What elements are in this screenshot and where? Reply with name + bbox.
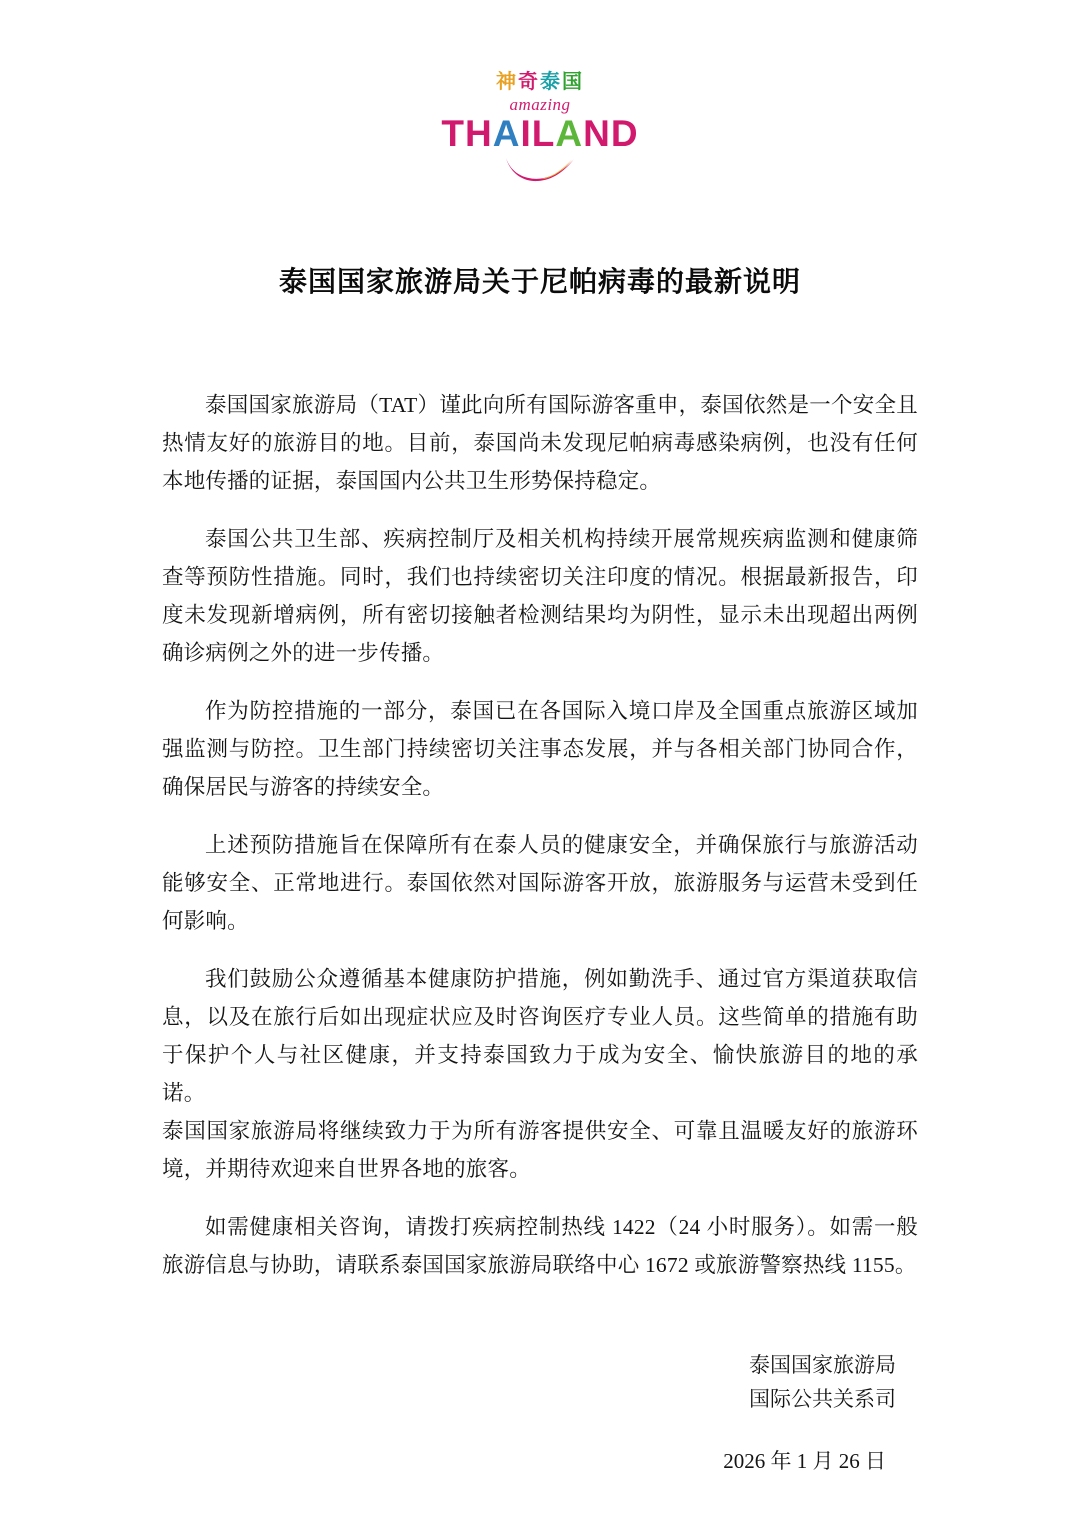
paragraph-hotlines: 如需健康相关咨询，请拨打疾病控制热线 1422（24 小时服务）。如需一般旅游信息与协助，请联系泰国国家旅游局联络中心 1672 或旅游警察热线 1155。: [162, 1214, 918, 1277]
paragraph: 上述预防措施旨在保障所有在泰人员的健康安全，并确保旅行与旅游活动能够安全、正常地进行。泰国依然对国际游客开放，旅游服务与运营未受到任何影响。: [162, 832, 918, 933]
signature-department: 国际公共关系司: [749, 1386, 896, 1411]
paragraph: 我们鼓励公众遵循基本健康防护措施，例如勤洗手、通过官方渠道获取信息，以及在旅行后如出现症状应及时咨询医疗专业人员。这些简单的措施有助于保护个人与社区健康，并支持泰国致力于成为安全、愉快旅游目的地的承诺。: [162, 966, 918, 1105]
paragraph: 作为防控措施的一部分，泰国已在各国际入境口岸及全国重点旅游区域加强监测与防控。卫生部门持续密切关注事态发展，并与各相关部门协同合作，确保居民与游客的持续安全。: [162, 698, 918, 799]
paragraph: 泰国国家旅游局（TAT）谨此向所有国际游客重申，泰国依然是一个安全且热情友好的旅游目的地。目前，泰国尚未发现尼帕病毒感染病例，也没有任何本地传播的证据，泰国国内公共卫生形势保持稳定。: [162, 392, 918, 493]
amazing-thailand-logo: [0, 0, 1080, 182]
paragraph: 泰国公共卫生部、疾病控制厅及相关机构持续开展常规疾病监测和健康筛查等预防性措施。同时，我们也持续密切关注印度的情况。根据最新报告，印度未发现新增病例，所有密切接触者检测结果均为阴性，显示未出现超出两例确诊病例之外的进一步传播。: [162, 526, 918, 665]
signature-date: 2026 年 1 月 26 日: [723, 1448, 886, 1473]
logo-amazing-text: amazing: [509, 95, 571, 114]
logo-swoosh-icon: [502, 156, 578, 182]
logo-thai-script: 神奇泰国: [496, 71, 584, 93]
page-title: 泰国国家旅游局关于尼帕病毒的最新说明: [278, 266, 801, 298]
logo-thailand-text: THAILAND: [441, 113, 639, 154]
paragraph: 泰国国家旅游局将继续致力于为所有游客提供安全、可靠且温暖友好的旅游环境，并期待欢迎来自世界各地的旅客。: [162, 1118, 918, 1181]
signature-organization: 泰国国家旅游局: [749, 1352, 896, 1377]
signature-block: [162, 1304, 918, 1478]
document-body: [162, 300, 918, 1284]
